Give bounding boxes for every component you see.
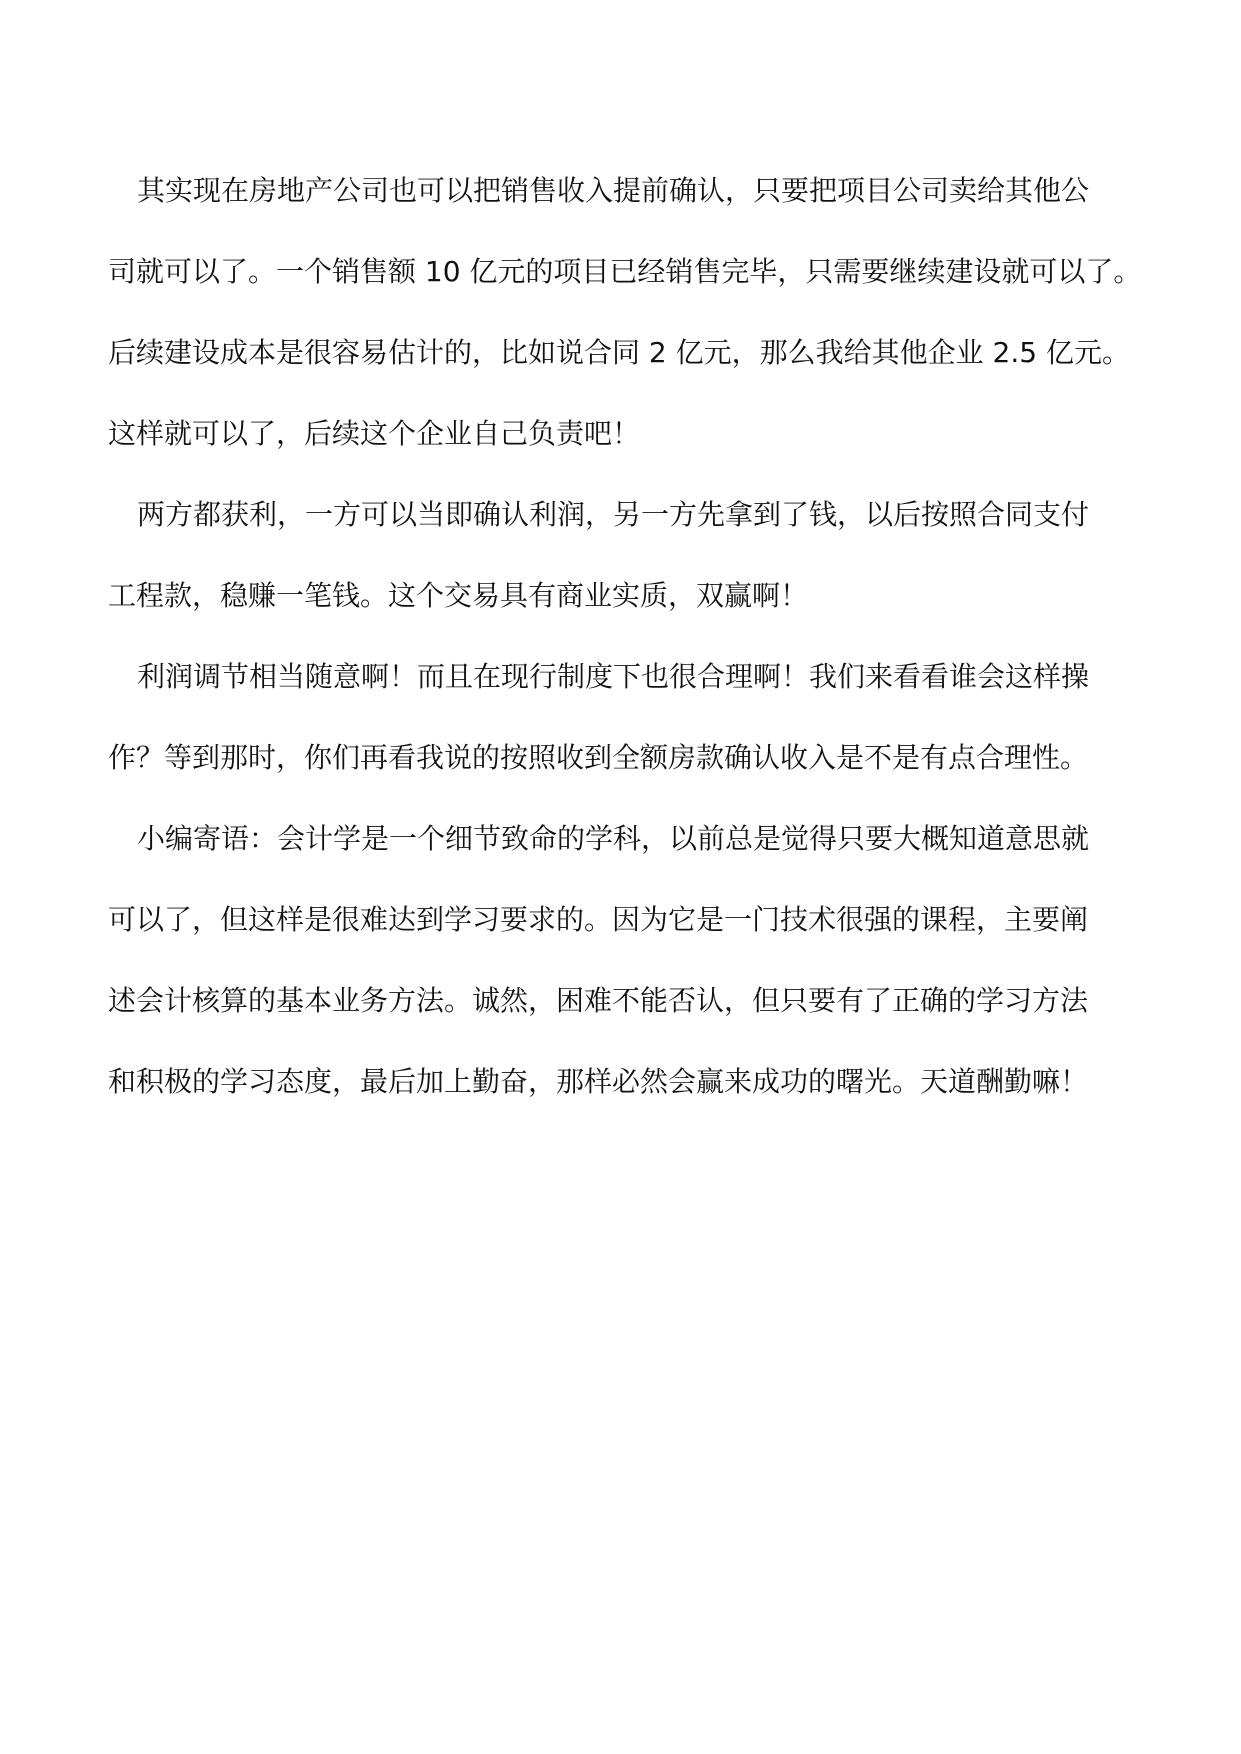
paragraph-2-line-1: 两方都获利，一方可以当即确认利润，另一方先拿到了钱，以后按照合同支付 — [137, 498, 1090, 531]
paragraph-3-line-2: 作？等到那时，你们再看我说的按照收到全额房款确认收入是不是有点合理性。 — [108, 741, 1089, 774]
paragraph-4-line-4: 和积极的学习态度，最后加上勤奋，那样必然会赢来成功的曙光。天道酬勤嘛！ — [108, 1065, 1089, 1098]
paragraph-1-line-2: 司就可以了。一个销售额 10 亿元的项目已经销售完毕，只需要继续建设就可以了。 — [108, 255, 1142, 288]
paragraph-3-line-1: 利润调节相当随意啊！而且在现行制度下也很合理啊！我们来看看谁会这样操 — [137, 660, 1090, 693]
paragraph-1-line-4: 这样就可以了，后续这个企业自己负责吧！ — [108, 417, 641, 450]
paragraph-2-line-2: 工程款，稳赚一笔钱。这个交易具有商业实质，双赢啊！ — [108, 579, 809, 612]
paragraph-1-line-1: 其实现在房地产公司也可以把销售收入提前确认，只要把项目公司卖给其他公 — [137, 174, 1090, 207]
paragraph-1-line-3: 后续建设成本是很容易估计的，比如说合同 2 亿元，那么我给其他企业 2.5 亿元。 — [108, 336, 1130, 369]
paragraph-4-line-1: 小编寄语：会计学是一个细节致命的学科，以前总是觉得只要大概知道意思就 — [137, 822, 1090, 855]
paragraph-4-line-3: 述会计核算的基本业务方法。诚然，困难不能否认，但只要有了正确的学习方法 — [108, 984, 1089, 1017]
paragraph-4-line-2: 可以了，但这样是很难达到学习要求的。因为它是一门技术很强的课程，主要阐 — [108, 903, 1089, 936]
